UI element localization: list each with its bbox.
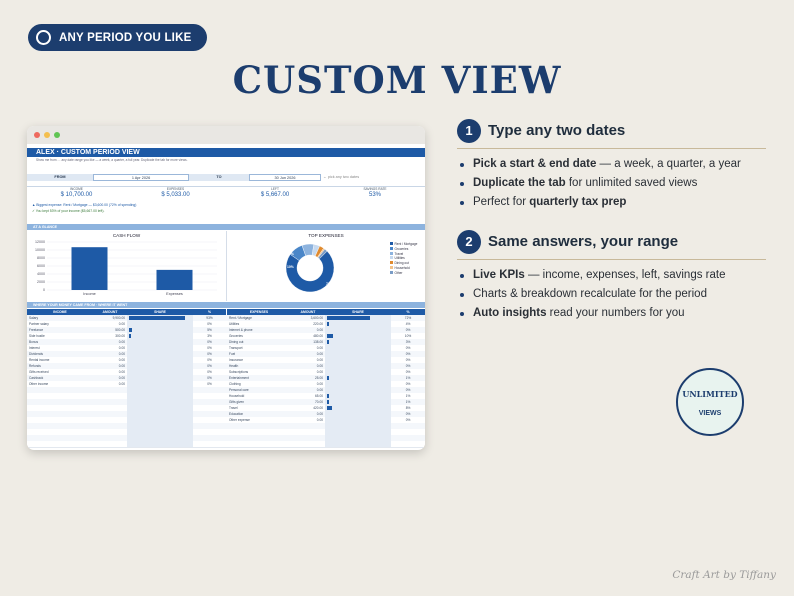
cashflow-bar-income [72,247,108,290]
exp-amount-cell: 0.00 [316,364,323,368]
share-bar [327,400,329,404]
inc-amount-cell: 0.00 [118,352,125,356]
exp-amount-cell: 220.00 [313,322,323,326]
legend-label: Dining out [394,261,409,266]
exp-pct-cell: 1% [405,400,411,404]
cashflow-xlabel: Income [83,292,96,296]
exp-amount-cell: 0.00 [316,328,323,332]
kpi-expenses [126,186,225,200]
step-2-divider [457,259,766,260]
inc-pct-cell: 0% [207,376,212,380]
kpi-income-value: $ 10,700.00 [60,192,93,198]
page-title: CUSTOM VIEW [232,58,562,102]
insight-biggest-expense: ▲ Biggest expense: Rent / Mortgage — $3,600.00 (72% of spending) [32,203,137,207]
share-bar [327,406,332,410]
exp-pct-cell: 0% [405,328,411,332]
inc-amount-cell: 0.00 [118,358,125,362]
exp-pct-cell: 0% [405,346,411,350]
exp-pct-cell: 3% [405,340,411,344]
badge-line-2: VIEWS [698,410,722,417]
inc-amount-cell: 0.00 [118,346,125,350]
kpi-income [27,186,126,200]
chart-divider [226,231,227,301]
inc-amount-cell: 0.00 [118,364,125,368]
kpi-left-value: $ 5,667.00 [260,192,290,198]
legend-label: Rent / Mortgage [394,242,418,246]
inc-name-cell: Rental income [29,358,50,362]
kpi-left [225,186,325,200]
inc-amount-cell: 300.00 [115,334,125,338]
exp-pct-cell: 4% [405,322,411,326]
step-2-bullet-2: Charts & breakdown recalculate for the period [460,288,707,300]
cashflow-ytick: 12000 [35,240,45,245]
exp-name-cell: Subscriptions [229,370,249,374]
expense-header: EXPENSES [227,309,291,315]
inc-amount-cell: 9,900.00 [112,316,125,320]
kpi-savings-label: SAVINGS RATE [363,187,387,191]
income-share-header: SHARE [127,309,193,315]
inc-name-cell: Other income [29,382,49,386]
expense-share-header: SHARE [325,309,391,315]
step-1-heading: Type any two dates [488,122,626,139]
share-bar [327,322,329,326]
period-pill [28,24,207,51]
sheet-area [27,144,425,450]
top-expenses-title: TOP EXPENSES [308,233,344,238]
exp-name-cell: Internet & phone [229,328,253,332]
step-1-badge: 1 [457,119,481,143]
inc-pct-cell: 3% [207,334,212,338]
step-1-bullet-2: Duplicate the tab for unlimited saved views [460,177,697,189]
date-hint: ← pick any two dates [323,175,360,179]
step-2-bullet-1: Live KPIs — income, expenses, left, savings rate [460,269,726,281]
share-bar [327,334,333,338]
exp-amount-cell: 0.00 [316,352,323,356]
share-bar [327,394,329,398]
exp-name-cell: Household [229,394,245,398]
step-1-bullet-3: Perfect for quarterly tax prep [460,196,626,208]
step-2-heading: Same answers, your range [488,233,679,250]
step-1-divider [457,148,766,149]
to-label: TO [189,174,249,181]
exp-name-cell: Utilities [229,322,240,326]
cashflow-ytick: 6000 [37,264,45,269]
cashflow-ytick: 0 [43,288,45,293]
step-2-badge: 2 [457,230,481,254]
donut-slice-label: 10% [287,265,294,269]
cashflow-xlabel: Expenses [166,292,183,296]
exp-pct-cell: 72% [404,316,412,320]
minimize-dot-icon[interactable] [44,132,50,138]
inc-name-cell: Dividends [29,352,43,356]
step-2-bullet-3: Auto insights read your numbers for you [460,307,685,319]
signature: Craft Art by Tiffany [672,569,776,581]
exp-pct-cell: 1% [405,376,411,380]
spreadsheet-window [27,126,425,450]
income-header: INCOME [27,309,93,315]
exp-pct-cell: 0% [405,358,411,362]
share-track [127,441,193,447]
cashflow-bar-expenses [157,270,193,290]
exp-pct-cell: 0% [405,382,411,386]
inc-amount-cell: 500.00 [115,328,125,332]
income-pct-header: % [193,309,226,315]
sheet-title: ALEX · CUSTOM PERIOD VIEW [27,148,425,157]
exp-name-cell: Insurance [229,358,243,362]
inc-pct-cell: 0% [207,382,212,386]
exp-name-cell: Health [229,364,239,368]
where-money-band: WHERE YOUR MONEY CAME FROM · WHERE IT WENT [27,302,425,308]
kpi-savings-value: 53% [368,192,381,198]
exp-amount-cell: 0.00 [316,370,323,374]
kpi-left-label: LEFT [271,187,279,191]
inc-pct-cell: 0% [207,358,212,362]
share-bar [327,376,329,380]
exp-pct-cell: 0% [405,388,411,392]
inc-pct-cell: 0% [207,370,212,374]
legend-swatch [390,252,393,255]
cashflow-ytick: 2000 [37,280,45,285]
cashflow-ytick: 4000 [37,272,45,277]
exp-name-cell: Transport [229,346,243,350]
inc-pct-cell: 0% [207,352,212,356]
expense-amount-header: AMOUNT [291,309,325,315]
inc-name-cell: Side hustle [29,334,45,338]
exp-amount-cell: 0.00 [316,358,323,362]
inc-name-cell: Bonus [29,340,39,344]
inc-pct-cell: 93% [206,316,213,320]
exp-amount-cell: 480.00 [313,334,323,338]
inc-name-cell: Salary [29,316,39,320]
share-bar [327,316,370,320]
exp-pct-cell: 0% [405,370,411,374]
exp-pct-cell: 1% [405,394,411,398]
inc-amount-cell: 0.00 [118,340,125,344]
inc-name-cell: Refunds [29,364,41,368]
donut-slice-label: 72% [326,282,333,286]
exp-name-cell: Clothing [229,382,241,386]
kpi-expenses-label: EXPENSES [166,187,185,191]
share-bar [129,316,185,320]
from-label: FROM [27,174,93,181]
kpi-savings-rate [325,186,425,200]
exp-name-cell: Entertainment [229,376,249,380]
cashflow-ytick: 10000 [35,248,45,253]
from-date-input[interactable]: 1 Apr 2026 [93,174,189,181]
exp-amount-cell: 65.00 [315,394,323,398]
legend-swatch [390,247,393,250]
legend-entry [390,271,417,276]
close-dot-icon[interactable] [34,132,40,138]
exp-name-cell: Dining out [229,340,244,344]
exp-name-cell: Other expense [229,418,250,422]
inc-amount-cell: 0.00 [118,370,125,374]
inc-pct-cell: 0% [207,346,212,350]
legend-swatch [390,271,393,274]
exp-amount-cell: 0.00 [316,382,323,386]
legend-label: Other [394,270,403,275]
exp-name-cell: Gifts given [229,400,245,404]
unlimited-views-badge [676,368,744,436]
exp-name-cell: Rent / Mortgage [229,316,252,320]
legend-swatch [390,261,393,264]
inc-amount-cell: 0.00 [118,382,125,386]
inc-name-cell: Gifts received [29,370,49,374]
exp-pct-cell: 8% [405,406,411,410]
legend-swatch [390,256,393,259]
donut-slice-label: 7% [289,252,294,256]
badge-line-1: UNLIMITED [682,389,738,399]
legend-label: Travel [394,251,404,256]
date-range-row [27,174,425,181]
exp-name-cell: Travel [229,406,238,410]
cashflow-chart [27,239,226,299]
exp-pct-cell: 0% [405,352,411,356]
exp-amount-cell: 70.00 [315,400,323,404]
cashflow-title: CASH FLOW [112,233,141,238]
kpi-expenses-value: $ 5,033.00 [161,192,190,198]
legend-label: Utilities [394,256,405,261]
inc-amount-cell: 0.00 [118,322,125,326]
inc-pct-cell: 5% [207,328,212,332]
share-bar [129,334,131,338]
income-amount-header: AMOUNT [93,309,127,315]
legend-label: Groceries [394,246,409,251]
inc-pct-cell: 0% [207,364,212,368]
exp-amount-cell: 25.00 [315,376,323,380]
exp-name-cell: Fuel [229,352,236,356]
at-a-glance-band: AT A GLANCE [27,224,425,230]
exp-pct-cell: 0% [405,418,411,422]
exp-pct-cell: 0% [405,364,411,368]
inc-name-cell: Cashback [29,376,44,380]
share-bar [327,340,329,344]
share-track [325,441,391,447]
exp-amount-cell: 0.00 [316,388,323,392]
exp-amount-cell: 0.00 [316,412,323,416]
to-date-input[interactable]: 30 Jun 2026 [249,174,321,181]
sheet-subtitle: Show me from … any date range you like — a week, a quarter, a full year. Duplicate the tab for more views. [36,158,188,162]
legend-swatch [390,266,393,269]
exp-pct-cell: 0% [405,412,411,416]
top-expenses-legend [390,242,417,276]
cashflow-ytick: 8000 [37,256,45,261]
expense-pct-header: % [391,309,425,315]
exp-name-cell: Education [229,412,244,416]
window-titlebar [27,126,425,144]
exp-amount-cell: 0.00 [316,346,323,350]
legend-label: Household [394,265,410,270]
inc-amount-cell: 0.00 [118,376,125,380]
step-1-bullet-1: Pick a start & end date — a week, a quarter, a year [460,158,741,170]
exp-amount-cell: 3,600.00 [310,316,323,320]
insight-kept: ✓ You kept 53% of your income ($5,667.00 left). [32,209,105,213]
period-pill-label: ANY PERIOD YOU LIKE [59,31,192,44]
legend-swatch [390,242,393,245]
inc-pct-cell: 0% [207,322,212,326]
exp-amount-cell: 420.00 [313,406,323,410]
maximize-dot-icon[interactable] [54,132,60,138]
inc-name-cell: Freelance [29,328,44,332]
kpi-income-label: INCOME [70,187,83,191]
inc-name-cell: Interest [29,346,40,350]
share-bar [129,328,132,332]
exp-name-cell: Groceries [229,334,243,338]
exp-name-cell: Personal care [229,388,249,392]
exp-amount-cell: 138.00 [313,340,323,344]
circle-icon [36,30,51,45]
inc-pct-cell: 0% [207,340,212,344]
exp-amount-cell: 0.00 [316,418,323,422]
exp-pct-cell: 10% [404,334,412,338]
inc-name-cell: Partner salary [29,322,49,326]
